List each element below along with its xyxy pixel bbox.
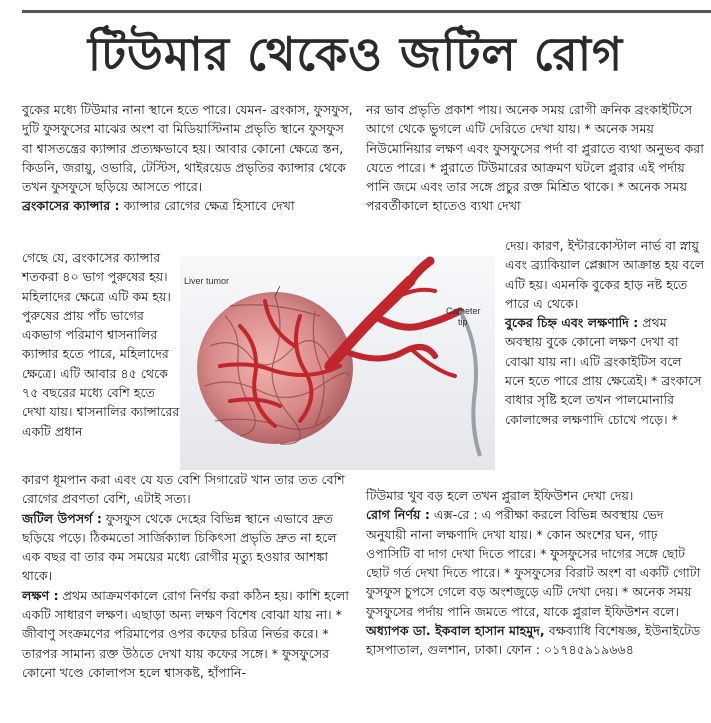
left-bottom-text: কারণ ধূমপান করা এবং যে যত বেশি সিগারেট খান তার তত বেশি রোগের প্রবণতা বেশি, এটাই সত্য। xyxy=(22,472,345,507)
right-top-text: নর ভাব প্রভৃতি প্রকাশ পায়। অনেক সময় রোগী ক্রনিক ব্রংকাইটিসে আগে থেকে ভুগলে এটি দেরিতে দেখা যায়। * অনেক সময় নিউমোনিয়ার লক্ষণ এবং ফুসফুসের পর্দা বা প্লুরাতে ব্যথা অনুভব করা যেতে পারে। * প্লুরাতে টিউমারের আক্রমণ ঘটলে প্লুরার এই পর্দায় পানি জমে এবং তার সঙ্গে প্রচুর রক্ত মিশ্রিত থাকে। * অনেক সময় পরবর্তীকালে হাতেও ব্যথা দেখা xyxy=(366,102,704,214)
right-narrow-text: দেয়। কারণ, ইন্টারকোস্টাল নার্ভ বা স্নায়ু এবং ব্র্যাকিয়াল প্লেক্সাস আক্রান্ত হয় বলে এটি হয়। এমনকি বুকের হাড় নষ্ট হতে পারে এ থেকে। xyxy=(505,238,705,311)
bronchus-heading: ব্রংকাসের ক্যান্সার : xyxy=(22,198,120,214)
author-paragraph xyxy=(366,621,704,660)
right-column-top xyxy=(366,100,704,216)
liver-tumor-illustration xyxy=(180,256,495,470)
top-rule xyxy=(22,10,711,13)
complex-paragraph xyxy=(22,509,358,586)
right-bottom-text: টিউমার খুব বড় হলে তখন প্লুরাল ইফিউশন দেখা দেয়। xyxy=(366,488,634,503)
author-details: বক্ষব্যাধি বিশেষজ্ঞ, ইউনাইটেড হাসপাতাল, গুলশান, ঢাকা। ফোন : ০১৭৪৫৯১৯৬৬৪ xyxy=(366,623,701,658)
complex-heading: জটিল উপসর্গ : xyxy=(22,510,102,526)
diagnosis-paragraph xyxy=(366,505,704,621)
signs-text: প্রথম অবস্থায় বুকে কোনো লক্ষণ দেখা বা বোঝা যায় না। এটি ব্রংকাইটিস বলে মনে হতে পারে প্রায় ক্ষেত্রেই। * ব্রংকাসে বাধার সৃষ্টি হলে তখন পালমোনারি কোলাপ্সের লক্ষণাদি চোখে পড়ে। * xyxy=(505,315,702,427)
liver-tumor-svg xyxy=(180,256,495,470)
left-column-narrow xyxy=(22,248,182,441)
bronchus-text: ক্যান্সার রোগের ক্ষেত্র হিসাবে দেখা xyxy=(123,198,295,214)
complex-text: ফুসফুস থেকে দেহের বিভিন্ন স্থানে এভাবে দ্রুত ছড়িয়ে পড়ে। ঠিকমতো সার্জিক্যাল চিকিৎসা প্রভৃতি দ্রুত না হলে এক বছর বা তার কম সময়ের মধ্যে রোগীর মৃত্যু হওয়ার আশঙ্কা থাকে। xyxy=(22,510,337,584)
symptom-heading: লক্ষণ : xyxy=(22,587,59,603)
diagnosis-heading: রোগ নির্ণয় : xyxy=(366,507,430,523)
symptom-text: প্রথম আক্রমণকালে রোগ নির্ণয় করা কঠিন হয়। কাশি হলো একটি সাধারণ লক্ষণ। এছাড়া অন্য লক্ষণ বিশেষ বোঝা যায় না। * জীবাণু সংক্রমণের পরিমাপের ওপর কফের চরিত্র নির্ভর করে। * তারপর সামান্য রক্ত উঠতে দেখা যায় কফের সঙ্গে। * ফুসফুসের কোনো খণ্ডে কোলাপস হলে শ্বাসকষ্ট, হাঁপানি- xyxy=(22,587,349,680)
symptom-paragraph xyxy=(22,586,358,682)
left-column-top xyxy=(22,100,358,216)
left-narrow-text: গেছে যে, ব্রংকাসের ক্যান্সার শতকরা ৪০ ভাগ পুরুষের হয়। মহিলাদের ক্ষেত্রে এটি কম হয়। পুরুষের প্রায় পাঁচ ভাগের একভাগ পরিমাণ শ্বাসনালির ক্যান্সার হতে পারে, মহিলাদের ক্ষেত্রে। এটি আবার ৪৫ থেকে ৭৫ বছরের মধ্যে বেশি হতে দেখা যায়। শ্বাসনালির ক্যান্সারের একটি প্রধান xyxy=(22,250,180,439)
diagnosis-text: এক্স-রে : এ পরীক্ষা করলে বিভিন্ন অবস্থায় ভেদ অনুযায়ী নানা লক্ষণাদি দেখা যায়। * কোন অংশের ঘন, গাঢ় ওপাসিটি বা দাগ দেখা দিতে পারে। * ফুসফুসের দাগের সঙ্গে ছোট ছোট গর্ত দেখা দিতে পারে। * ফুসফুসের বিরাট অংশ বা একটি গোটা ফুসফুস চুপসে গেলে বড় অংশজুড়ে এটি দেখা দেয়। * অনেক সময় ফুসফুসের পর্দায় পানি জমতে পারে, যাকে প্লুরাল ইফিউশন বলে। xyxy=(366,507,701,619)
signs-heading: বুকের চিহ্ন এবং লক্ষণাদি : xyxy=(505,315,639,331)
headline: টিউমার থেকেও জটিল রোগ xyxy=(87,27,624,81)
label-catheter: Catheter xyxy=(446,306,481,316)
intro-paragraph: বুকের মধ্যে টিউমার নানা স্থানে হতে পারে। যেমন- ব্রংকাস, ফুসফুস, দুটি ফুসফুসের মাঝের অংশ বা মিডিয়াস্টিনাম প্রভৃতি স্থানে ফুসফুস বা শ্বাসতন্ত্রের ক্যান্সার প্রত্যক্ষভাবে হয়। আবার কোনো ক্ষেত্রে স্তন, কিডনি, জরায়ু, ওভারি, টেস্টিস, থাইরয়েড প্রভৃতির ক্যান্সার থেকে তখন ফুসফুসে ছড়িয়ে আসতে পারে। xyxy=(22,102,353,195)
label-tip: tip xyxy=(458,317,468,327)
left-column-bottom xyxy=(22,470,358,682)
bronchus-paragraph xyxy=(22,196,358,215)
right-column-narrow xyxy=(505,236,705,429)
author-name: অধ্যাপক ডা. ইকবাল হাসান মাহমুদ, xyxy=(366,623,545,639)
right-column-bottom xyxy=(366,486,704,660)
signs-paragraph xyxy=(505,313,705,429)
label-liver-tumor: Liver tumor xyxy=(184,276,230,286)
